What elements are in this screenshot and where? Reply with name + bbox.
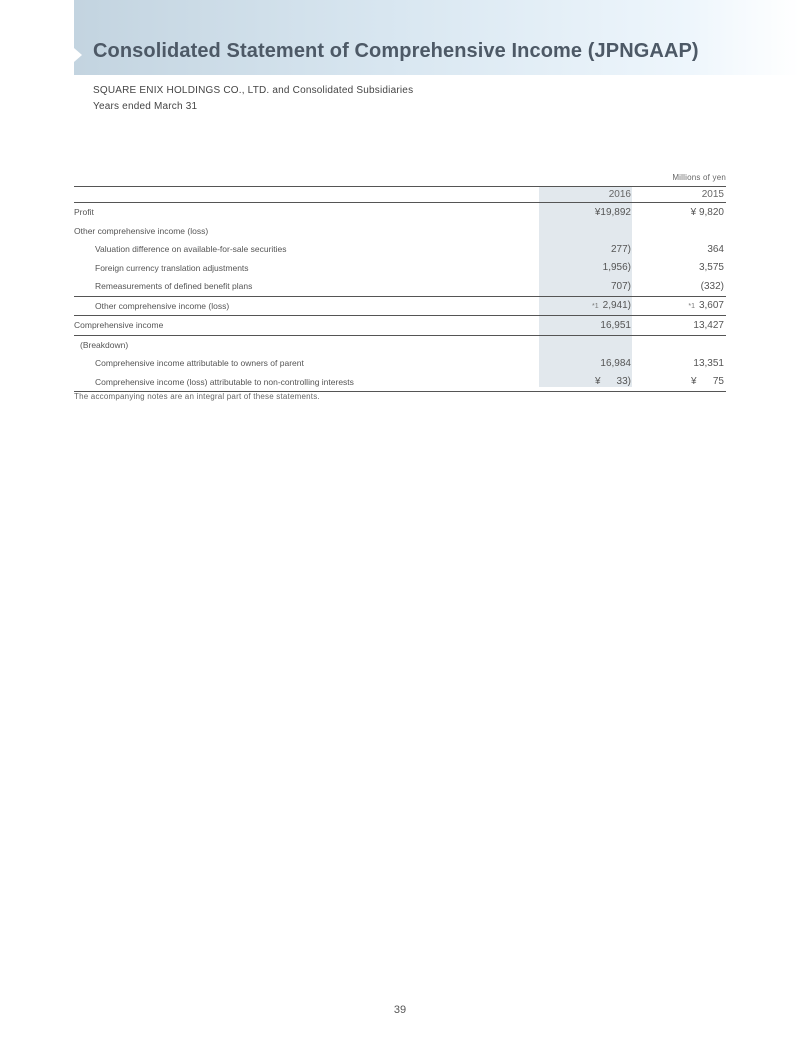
row-label: Comprehensive income attributable to owners of parent xyxy=(95,358,304,369)
value-2016: 277) xyxy=(610,243,631,255)
footnote-text: The accompanying notes are an integral part of these statements. xyxy=(74,392,320,401)
table-row xyxy=(74,277,726,296)
value-2016: *1 2,941) xyxy=(592,300,631,312)
yen-sign: ¥ xyxy=(691,376,697,388)
row-label: Remeasurements of defined benefit plans xyxy=(95,281,253,292)
table-row xyxy=(74,296,726,316)
row-label: Comprehensive income xyxy=(74,320,164,331)
value-2015: (332) xyxy=(700,280,724,292)
table-row xyxy=(74,315,726,335)
table-row xyxy=(74,335,726,355)
row-label: Foreign currency translation adjustments xyxy=(95,262,249,273)
value-2015: ¥ 75 xyxy=(691,376,724,388)
page-number: 39 xyxy=(393,1004,407,1016)
row-label: Comprehensive income (loss) attributable to non-controlling interests xyxy=(95,376,354,387)
table-row xyxy=(74,222,726,241)
row-label: Other comprehensive income (loss) xyxy=(95,300,230,311)
banner-arrow-icon xyxy=(74,48,82,62)
row-label: Other comprehensive income (loss) xyxy=(74,225,209,236)
income-table xyxy=(74,186,726,392)
value-2016: 1,956) xyxy=(602,262,631,274)
value-2015: 364 xyxy=(707,243,724,255)
table-row xyxy=(74,240,726,259)
page-title: Consolidated Statement of Comprehensive Income (JPNGAAP) xyxy=(93,40,699,62)
row-label: Valuation difference on available-for-sale securities xyxy=(95,244,287,255)
yen-sign: ¥ xyxy=(595,376,601,388)
table-header-row xyxy=(74,186,726,203)
footnote-marker: *1 xyxy=(688,303,695,311)
units-label: Millions of yen xyxy=(672,173,726,182)
value-2016: 707) xyxy=(610,280,631,292)
table-row xyxy=(74,373,726,393)
company-name: SQUARE ENIX HOLDINGS CO., LTD. and Consolidated Subsidiaries xyxy=(93,85,414,96)
column-header-2016: 2016 xyxy=(608,189,631,200)
fiscal-period: Years ended March 31 xyxy=(93,101,198,112)
table-row xyxy=(74,259,726,278)
value-2015: 3,575 xyxy=(698,262,724,274)
table-row xyxy=(74,354,726,373)
value-2016: 16,984 xyxy=(600,357,631,369)
value-2015: 13,427 xyxy=(693,319,724,331)
title-banner xyxy=(74,0,800,75)
value-2015: *1 3,607 xyxy=(688,300,724,312)
footnote-marker: *1 xyxy=(592,303,599,311)
table-row xyxy=(74,203,726,222)
row-label: Profit xyxy=(74,207,94,218)
value-2015: 13,351 xyxy=(693,357,724,369)
value-2016: ¥19,892 xyxy=(594,206,631,218)
value-2016: ¥ 33) xyxy=(595,376,631,388)
value-2016: 16,951 xyxy=(600,319,631,331)
row-label: (Breakdown) xyxy=(80,339,129,350)
value-2015: ¥ 9,820 xyxy=(690,206,724,218)
column-header-2015: 2015 xyxy=(701,189,724,200)
